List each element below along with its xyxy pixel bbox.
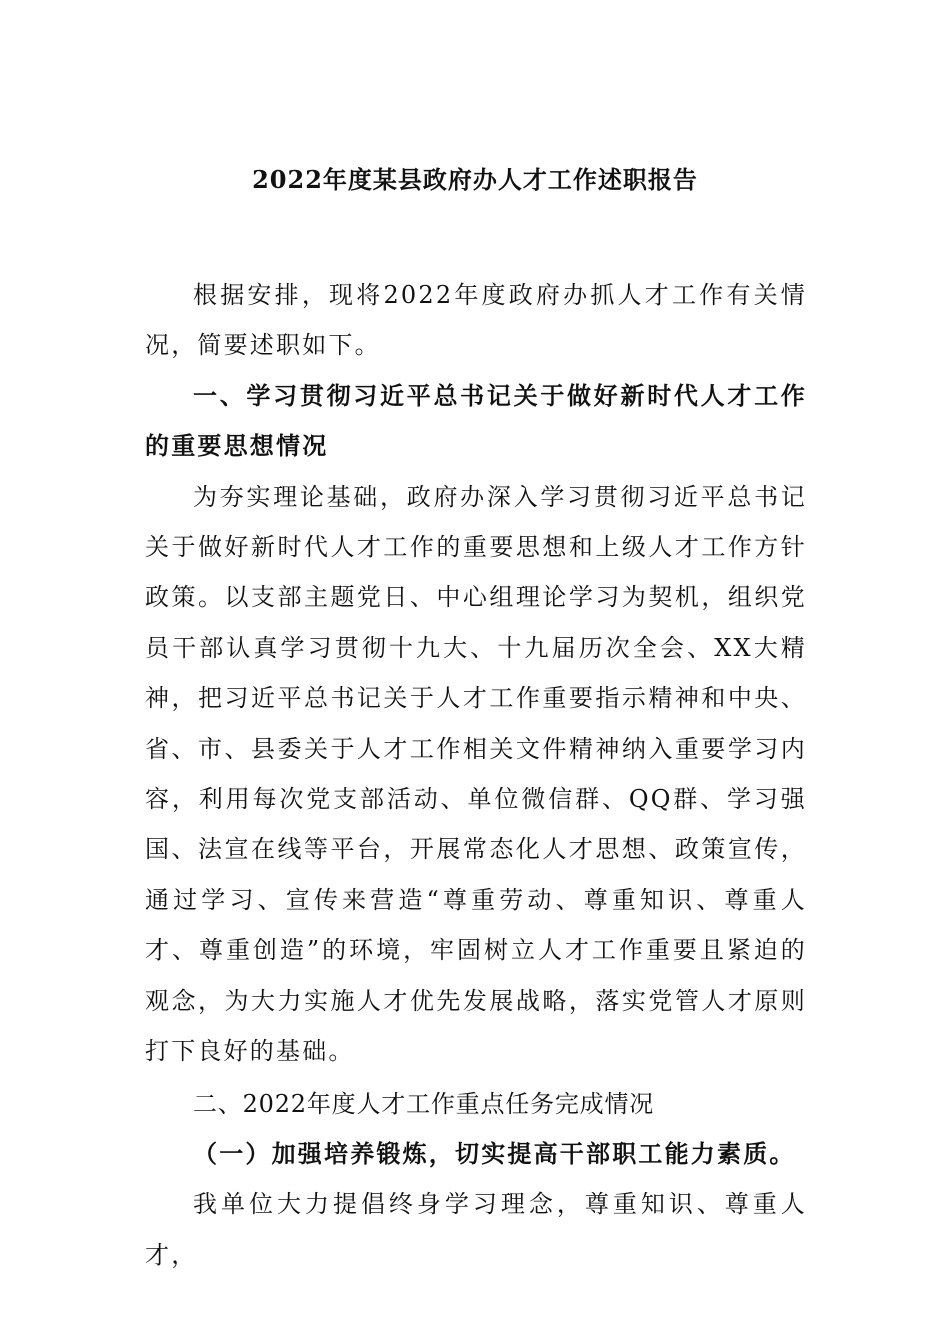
section-heading-2: 二、2022年度人才工作重点任务完成情况 [193,1089,655,1118]
subsection-heading-1: （一）加强培养锻炼，切实提高干部职工能力素质。 [193,1138,796,1168]
document-title: 2022年度某县政府办人才工作述职报告 [252,165,698,194]
section-heading-1: 一、学习贯彻习近平总书记关于做好新时代人才工作的重要思想情况 [145,380,807,461]
section-1-body: 为夯实理论基础，政府办深入学习贯彻习近平总书记关于做好新时代人才工作的重要思想和上级人才工作方针政策。以支部主题党日、中心组理论学习为契机，组织党员干部认真学习贯彻十九大、十九届历次全会、XX大精神，把习近平总书记关于人才工作重要指示精神和中央、省、市、县委关于人才工作相关文件精神纳入重要学习内容，利用每次党支部活动、单位微信群、QQ群、学习强国、法宣在线等平台，开展常态化人才思想、政策宣传，通过学习、宣传来营造“尊重劳动、尊重知识、尊重人才、尊重创造”的环境，牢固树立人才工作重要且紧迫的观念，为大力实施人才优先发展战略，落实党管人才原则打下良好的基础。 [145,482,807,1066]
document-body [145,270,807,1280]
intro-paragraph: 根据安排，现将2022年度政府办抓人才工作有关情况，简要述职如下。 [145,281,807,360]
subsection-1-body: 我单位大力提倡终身学习理念，尊重知识、尊重人才， [145,1190,807,1269]
